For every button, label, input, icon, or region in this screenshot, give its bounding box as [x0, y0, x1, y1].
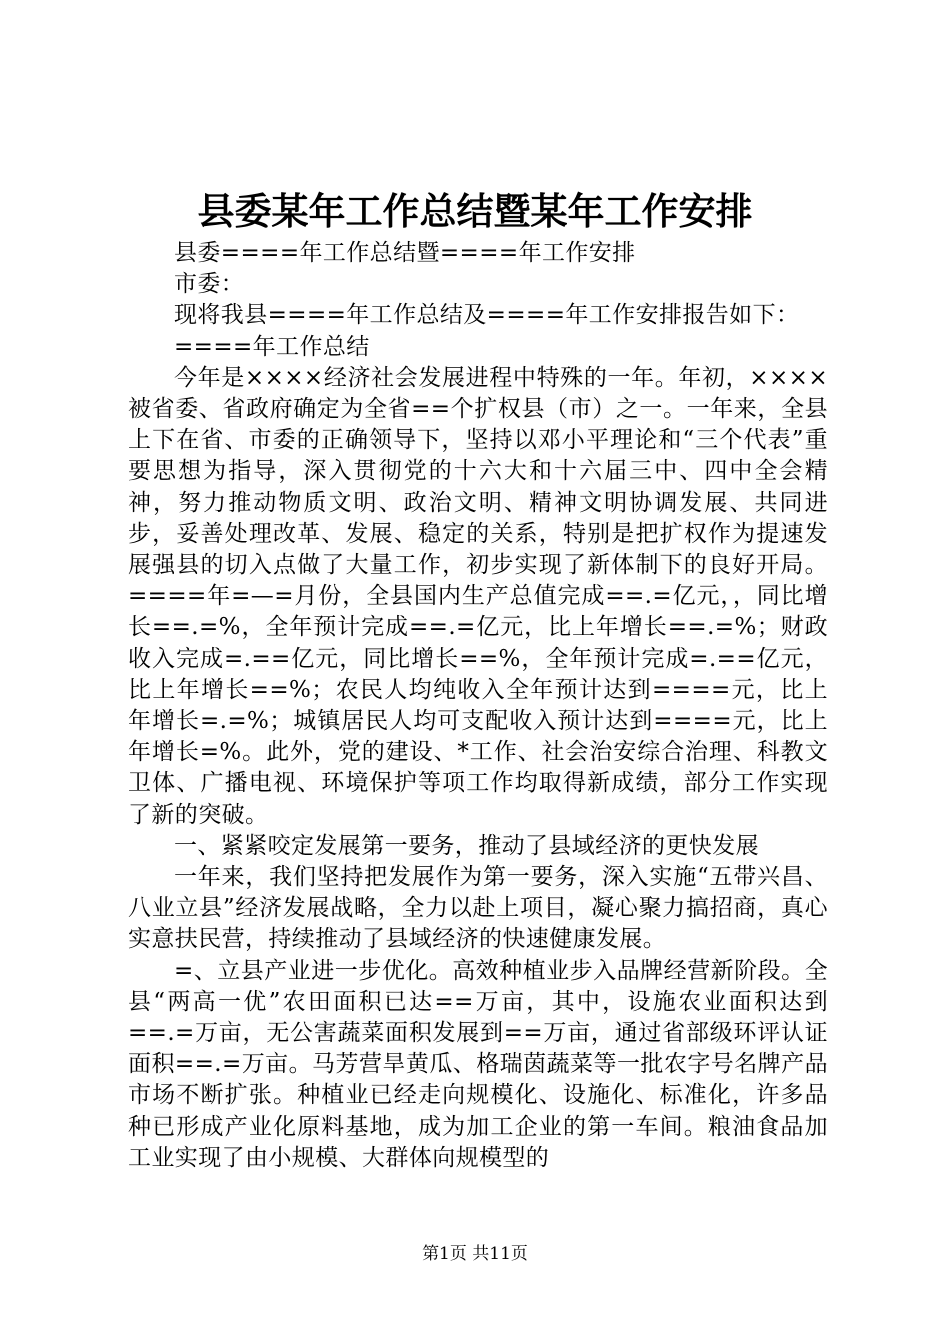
paragraph-industry: =、立县产业进一步优化。高效种植业步入品牌经营新阶段。全县“两高一优”农田面积已达==万亩，其中，设施农业面积达到==.=万亩，无公害蔬菜面积发展到==万亩，通过省部级环评认证面积==.=万亩。马芳营旱黄瓜、格瑞茵蔬菜等一批农字号名牌产品市场不断扩张。种植业已经走向规模化、设施化、标准化，许多品种已形成产业化原料基地，成为加工企业的第一车间。粮油食品加工业实现了由小规模、大群体向规模型的 [128, 957, 828, 1171]
document-title: 县委某年工作总结暨某年工作安排 [197, 189, 753, 233]
paragraph-intro: 现将我县====年工作总结及====年工作安排报告如下： [174, 302, 800, 329]
page-number-footer: 第1页 共11页 [422, 1244, 528, 1264]
paragraph-development: 一年来，我们坚持把发展作为第一要务，深入实施“五带兴昌、八业立县”经济发展战略，全力以赴上项目，凝心聚力搞招商，真心实意扶民营，持续推动了县域经济的快速健康发展。 [128, 864, 828, 953]
paragraph-salutation: 市委： [174, 271, 245, 298]
section-heading-summary: ====年工作总结 [174, 333, 370, 360]
paragraph-subtitle: 县委====年工作总结暨====年工作安排 [174, 240, 636, 266]
document-body [128, 238, 828, 1174]
paragraph-overview: 今年是××××经济社会发展进程中特殊的一年。年初，××××被省委、省政府确定为全省==个扩权县（市）之一。一年来，全县上下在省、市委的正确领导下，坚持以邓小平理论和“三个代表”重要思想为指导，深入贯彻党的十六大和十六届三中、四中全会精神，努力推动物质文明、政治文明、精神文明协调发展、共同进步，妥善处理改革、发展、稳定的关系，特别是把扩权作为提速发展强县的切入点做了大量工作，初步实现了新体制下的良好开局。====年=—=月份，全县国内生产总值完成==.=亿元，，同比增长==.=%，全年预计完成==.=亿元，比上年增长==.=%；财政收入完成=.==亿元，同比增长==%，全年预计完成=.==亿元，比上年增长==%；农民人均纯收入全年预计达到====元，比上年增长=.=%；城镇居民人均可支配收入预计达到====元，比上年增长=%。此外，党的建设、*工作、社会治安综合治理、科教文卫体、广播电视、环境保护等项工作均取得新成绩，部分工作实现了新的突破。 [128, 364, 828, 828]
section-heading-one: 一、紧紧咬定发展第一要务，推动了县域经济的更快发展 [174, 832, 759, 859]
